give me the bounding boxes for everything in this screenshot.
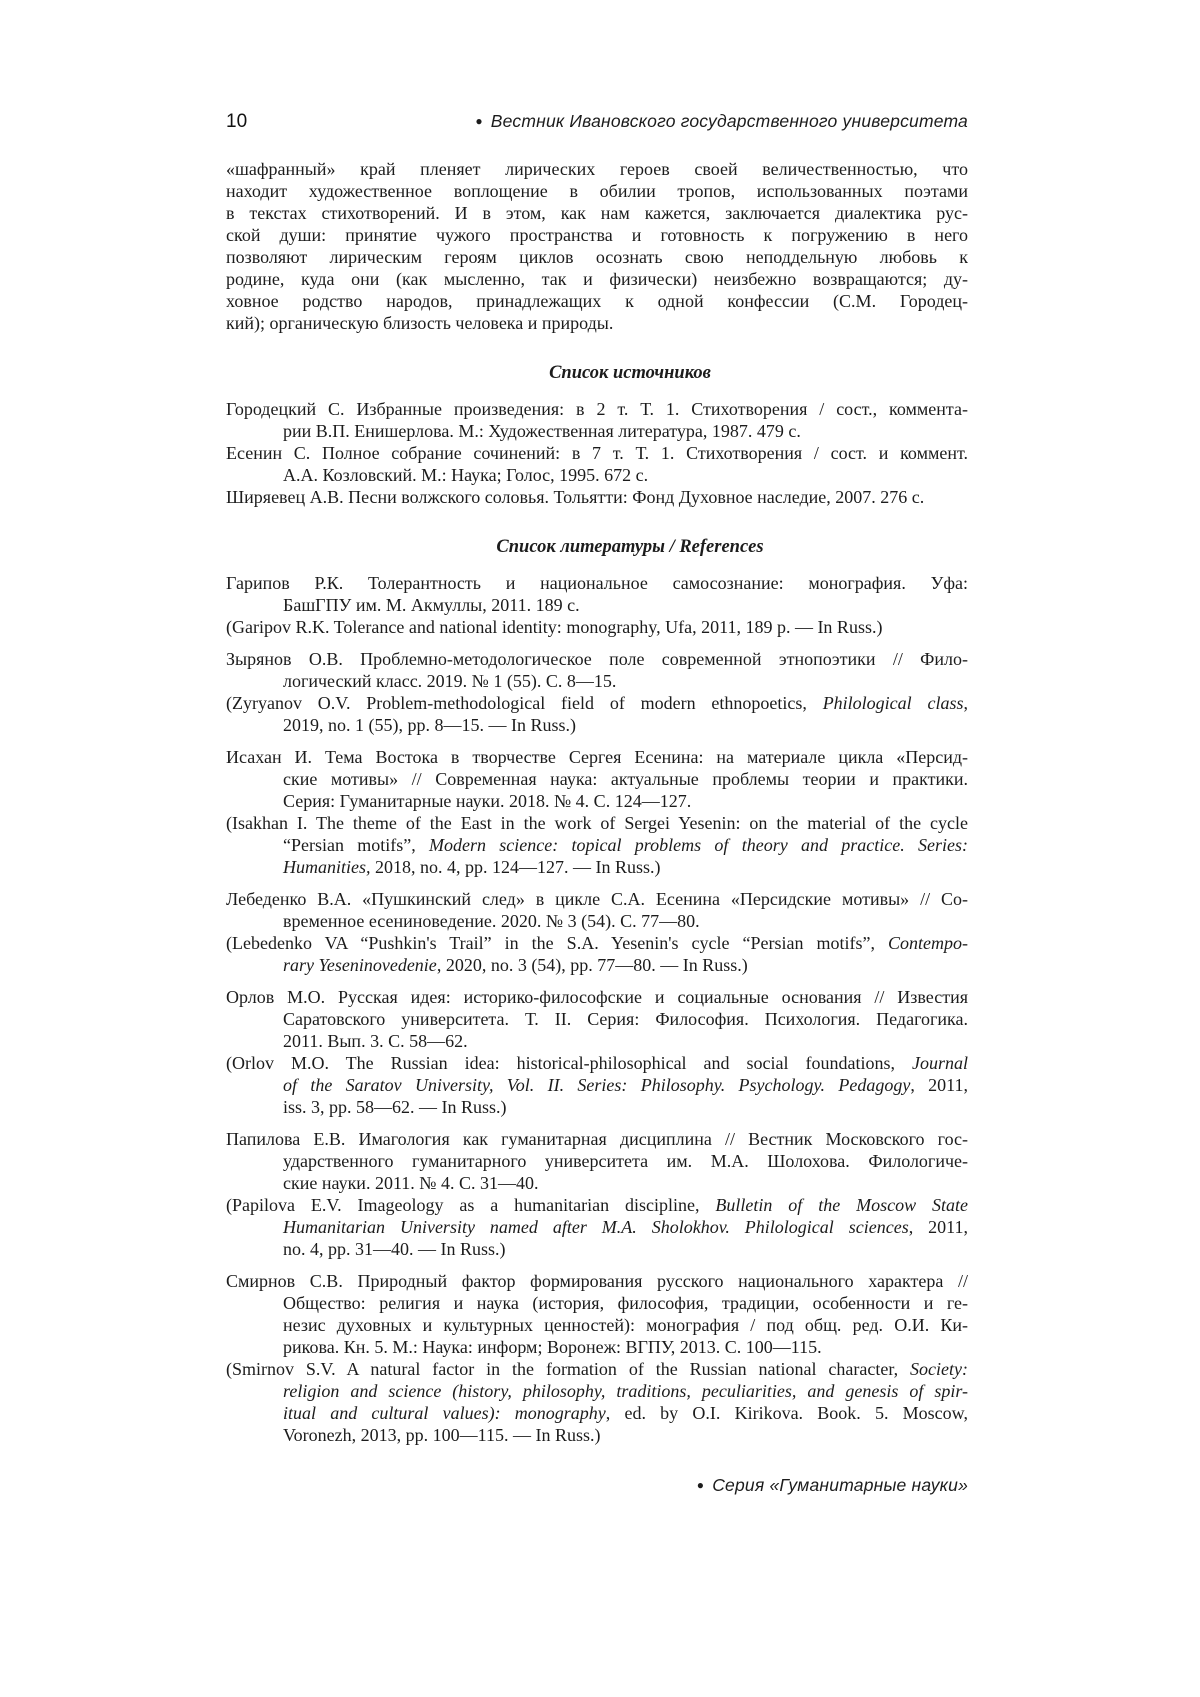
text-run: Городецкий С. Избранные произведения: в 2 т. Т. 1. Стихотворения / сост., коммента- (226, 399, 968, 419)
text-run: Общество: религия и наука (история, философия, традиции, особенности и ге- (283, 1293, 968, 1313)
running-title (475, 110, 968, 134)
text-run: Ширяевец А.В. Песни волжского соловья. Тольятти: Фонд Духовное наследие, 2007. 276 с. (226, 487, 925, 507)
text-line (226, 1336, 968, 1358)
text-run: временное есениноведение. 2020. № 3 (54). С. 77—80. (283, 911, 700, 931)
bullet-icon: ● (475, 114, 483, 128)
text-line (226, 1380, 968, 1402)
reference-group (226, 648, 968, 736)
reference-entry (226, 1358, 968, 1446)
text-run: , (963, 693, 968, 713)
text-run: ские науки. 2011. № 4. С. 31—40. (283, 1173, 539, 1193)
text-run: позволяют лирическим героям циклов осознать свою неподдельную любовь к (226, 247, 968, 267)
text-run: (Papilova E.V. Imageology as a humanitarian discipline, (226, 1195, 716, 1215)
italic-text-run: rary Yeseninovedenie (283, 955, 437, 975)
text-run: родине, куда они (как мысленно, так и физически) неизбежно возвращаются; ду- (226, 269, 968, 289)
text-run: (Lebedenko VA “Pushkin's Trail” in the S.A. Yesenin's cycle “Persian motifs”, (226, 933, 888, 953)
reference-entry (226, 1270, 968, 1358)
italic-text-run: religion and science (history, philosophy, traditions, peculiarities, and genesis of spir- (283, 1381, 968, 1401)
text-run: 2011. Вып. 3. С. 58—62. (283, 1031, 468, 1051)
intro-paragraph (226, 158, 968, 334)
reference-group (226, 442, 968, 486)
text-line (226, 398, 968, 420)
text-run: Исахан И. Тема Востока в творчестве Сергея Есенина: на материале цикла «Персид- (226, 747, 968, 767)
reference-group (226, 888, 968, 976)
italic-text-run: Modern science: topical problems of theory and practice. Series: (429, 835, 968, 855)
text-line (226, 224, 968, 246)
italic-text-run: Contempo- (888, 933, 968, 953)
text-run: ударственного гуманитарного университета им. М.А. Шолохова. Филологиче- (283, 1151, 968, 1171)
reference-entry (226, 812, 968, 878)
text-line (226, 1172, 968, 1194)
reference-group (226, 746, 968, 878)
text-line (226, 856, 968, 878)
text-line (226, 746, 968, 768)
text-line (226, 572, 968, 594)
text-line (226, 692, 968, 714)
text-run: “Persian motifs”, (283, 835, 430, 855)
text-run: Серия: Гуманитарные науки. 2018. № 4. С. 124—127. (283, 791, 692, 811)
text-line (226, 1238, 968, 1260)
text-line (226, 1216, 968, 1238)
text-run: Лебеденко В.А. «Пушкинский след» в цикле С.А. Есенина «Персидские мотивы» // Со- (226, 889, 968, 909)
reference-entry (226, 692, 968, 736)
text-line (226, 486, 968, 508)
section-heading: Список литературы / References (496, 537, 764, 557)
text-run: БашГПУ им. М. Акмуллы, 2011. 189 с. (283, 595, 580, 615)
reference-entry (226, 986, 968, 1052)
text-run: , ed. by O.I. Kirikova. Book. 5. Moscow, (605, 1403, 968, 1423)
text-run: логический класс. 2019. № 1 (55). С. 8—15. (283, 671, 617, 691)
text-line (226, 648, 968, 670)
text-line (226, 1270, 968, 1292)
page-footer (226, 1474, 968, 1498)
text-line (226, 1358, 968, 1380)
text-run: А.А. Козловский. М.: Наука; Голос, 1995. 672 с. (283, 465, 649, 485)
text-run: Папилова Е.В. Имагология как гуманитарная дисциплина // Вестник Московского гос- (226, 1129, 968, 1149)
text-run: Есенин С. Полное собрание сочинений: в 7 т. Т. 1. Стихотворения / сост. и коммент. (226, 443, 968, 463)
text-line (226, 768, 968, 790)
text-line (226, 202, 968, 224)
running-title-text: Вестник Ивановского государственного университета (490, 111, 968, 131)
italic-text-run: Humanitarian University named after M.A. Sholokhov. Philological sciences (283, 1217, 909, 1237)
text-line (226, 180, 968, 202)
text-line (226, 1008, 968, 1030)
text-run: no. 4, pp. 31—40. — In Russ.) (283, 1239, 506, 1259)
text-line (226, 268, 968, 290)
reference-entry (226, 572, 968, 616)
text-line (226, 1194, 968, 1216)
text-line (226, 420, 968, 442)
text-line (226, 1128, 968, 1150)
reference-group (226, 1270, 968, 1446)
text-run: 2019, no. 1 (55), pp. 8—15. — In Russ.) (283, 715, 576, 735)
page-number: 10 (226, 111, 248, 132)
text-run: (Orlov M.O. The Russian idea: historical-philosophical and social foundations, (226, 1053, 912, 1073)
text-line (226, 812, 968, 834)
text-line (226, 1292, 968, 1314)
reference-entry (226, 442, 968, 486)
bullet-icon: ● (696, 1478, 705, 1492)
reference-entry (226, 1194, 968, 1260)
italic-text-run: Society: (910, 1359, 968, 1379)
italic-text-run: of the Saratov University, Vol. II. Series: Philosophy. Psychology. Pedagogy (283, 1075, 911, 1095)
reference-group (226, 1128, 968, 1260)
text-run: (Isakhan I. The theme of the East in the work of Sergei Yesenin: on the material of the cycle (226, 813, 968, 833)
text-run: «шафранный» край пленяет лирических героев своей величественностью, что (226, 159, 968, 179)
reference-group (226, 986, 968, 1118)
text-line (226, 1096, 968, 1118)
italic-text-run: Humanities, (283, 857, 371, 877)
text-line (226, 790, 968, 812)
text-line (226, 1074, 968, 1096)
reference-group (226, 486, 968, 508)
section-references (226, 536, 968, 1446)
italic-text-run: Bulletin of the Moscow State (715, 1195, 968, 1215)
reference-entry (226, 1052, 968, 1118)
text-run: находит художественное воплощение в обилии тропов, использованных поэтами (226, 181, 968, 201)
text-line (226, 1424, 968, 1446)
text-run: Саратовского университета. Т. II. Серия: Философия. Психология. Педагогика. (283, 1009, 968, 1029)
text-run: Орлов М.О. Русская идея: историко-философские и социальные основания // Известия (226, 987, 968, 1007)
reference-sections (226, 362, 968, 1446)
text-line (226, 442, 968, 464)
italic-text-run: Journal (912, 1053, 968, 1073)
reference-entry (226, 932, 968, 976)
text-line (226, 910, 968, 932)
italic-text-run: Philological class (822, 693, 964, 713)
text-run: Зырянов О.В. Проблемно-методологическое поле современной этнопоэтики // Фило- (226, 649, 968, 669)
text-run: , 2011, (910, 1075, 968, 1095)
text-run: , 2011, (908, 1217, 968, 1237)
reference-entry (226, 486, 968, 508)
text-run: 2018, no. 4, pp. 124—127. — In Russ.) (370, 857, 661, 877)
page-content (226, 110, 968, 1498)
text-line (226, 714, 968, 736)
reference-group (226, 398, 968, 442)
reference-group (226, 572, 968, 638)
text-line (226, 1402, 968, 1424)
text-run: ские мотивы» // Современная наука: актуальные проблемы теории и практики. (283, 769, 968, 789)
reference-entry (226, 888, 968, 932)
text-run: (Zyryanov O.V. Problem-methodological field of modern ethnopoetics, (226, 693, 823, 713)
section-sources (226, 362, 968, 508)
reference-entry (226, 648, 968, 692)
text-line (226, 594, 968, 616)
text-line (226, 888, 968, 910)
text-run: Гарипов Р.К. Толерантность и национальное самосознание: монография. Уфа: (226, 573, 968, 593)
series-label: Серия «Гуманитарные науки» (712, 1475, 968, 1495)
text-run: Смирнов С.В. Природный фактор формирования русского национального характера // (226, 1271, 968, 1291)
text-line (226, 1030, 968, 1052)
text-run: рии В.П. Енишерлова. М.: Художественная литература, 1987. 479 с. (283, 421, 801, 441)
text-run: ховное родство народов, принадлежащих к одной конфессии (С.М. Городец- (226, 291, 968, 311)
text-line (226, 834, 968, 856)
reference-entry (226, 616, 968, 638)
reference-entry (226, 746, 968, 812)
text-run: в текстах стихотворений. И в этом, как нам кажется, заключается диалектика рус- (226, 203, 968, 223)
text-run: Voronezh, 2013, pp. 100—115. — In Russ.) (283, 1425, 601, 1445)
text-line (226, 158, 968, 180)
text-line (226, 986, 968, 1008)
text-run: iss. 3, pp. 58—62. — In Russ.) (283, 1097, 507, 1117)
section-heading: Список источников (549, 363, 711, 383)
text-line (226, 1150, 968, 1172)
text-line (226, 312, 968, 334)
text-run: незис духовных и культурных ценностей): монография / под общ. ред. О.И. Ки- (283, 1315, 968, 1335)
text-line (226, 464, 968, 486)
reference-entry (226, 398, 968, 442)
text-line (226, 1314, 968, 1336)
text-line (226, 246, 968, 268)
reference-entry (226, 1128, 968, 1194)
text-line (226, 932, 968, 954)
text-run: рикова. Кн. 5. М.: Наука: информ; Воронеж: ВГПУ, 2013. С. 100—115. (283, 1337, 822, 1357)
text-run: (Smirnov S.V. A natural factor in the formation of the Russian national character, (226, 1359, 911, 1379)
italic-text-run: itual and cultural values): monography (283, 1403, 606, 1423)
text-run: ской души: принятие чужого пространства и готовность к погружению в него (226, 225, 968, 245)
text-run: , 2020, no. 3 (54), pp. 77—80. — In Russ.) (436, 955, 748, 975)
page-header (226, 110, 968, 134)
text-line (226, 670, 968, 692)
text-line (226, 1052, 968, 1074)
text-line (226, 290, 968, 312)
text-line (226, 616, 968, 638)
text-line (226, 954, 968, 976)
text-run: кий); органическую близость человека и природы. (226, 313, 614, 333)
text-run: (Garipov R.K. Tolerance and national identity: monography, Ufa, 2011, 189 p. — In Russ.) (226, 617, 883, 637)
